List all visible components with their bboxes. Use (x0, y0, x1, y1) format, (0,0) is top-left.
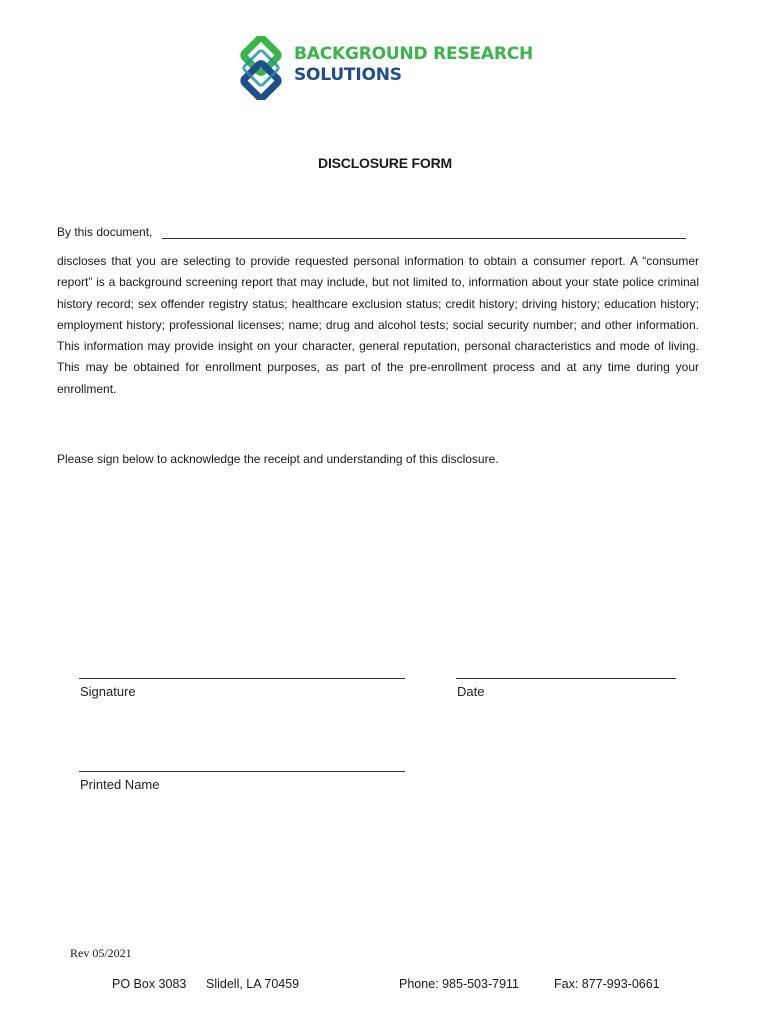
interlocking-diamond-logo-icon (232, 36, 290, 100)
intro-text: By this document, (57, 225, 153, 239)
logo-line1: BACKGROUND RESEARCH (294, 44, 534, 64)
disclosure-body: discloses that you are selecting to provide requested personal information to obtain a consumer report. A “consumer report” is a background screening report that may include, but not limited to, information about your state police criminal history record; sex offender registry status; healthcare exclusion status; credit history; driving history; education history; employment history; professional licenses; name; drug and alcohol tests; social security number; and other information. This information may provide insight on your character, general reputation, personal characteristics and mode of living. This may be obtained for enrollment purposes, as part of the pre-enrollment process and at any time during your enrollment. (57, 254, 699, 396)
date-line[interactable] (456, 678, 676, 679)
logo-line2: SOLUTIONS (294, 65, 402, 85)
footer-phone: Phone: 985-503-7911 (399, 977, 520, 991)
signature-line[interactable] (79, 678, 405, 679)
date-label: Date (457, 684, 485, 699)
printed-name-line[interactable] (79, 771, 405, 772)
footer-po-box: PO Box 3083 (112, 977, 187, 991)
printed-name-label: Printed Name (80, 777, 160, 792)
signature-label: Signature (80, 684, 136, 699)
footer-city: Slidell, LA 70459 (206, 977, 300, 991)
organization-name-line[interactable] (162, 238, 686, 239)
revision-text: Rev 05/2021 (70, 946, 132, 960)
company-logo (232, 36, 532, 100)
page-title: DISCLOSURE FORM (318, 155, 452, 171)
acknowledge-instruction: Please sign below to acknowledge the receipt and understanding of this disclosure. (57, 452, 499, 466)
logo-wordmark (294, 44, 533, 86)
footer-fax: Fax: 877-993-0661 (554, 977, 660, 991)
